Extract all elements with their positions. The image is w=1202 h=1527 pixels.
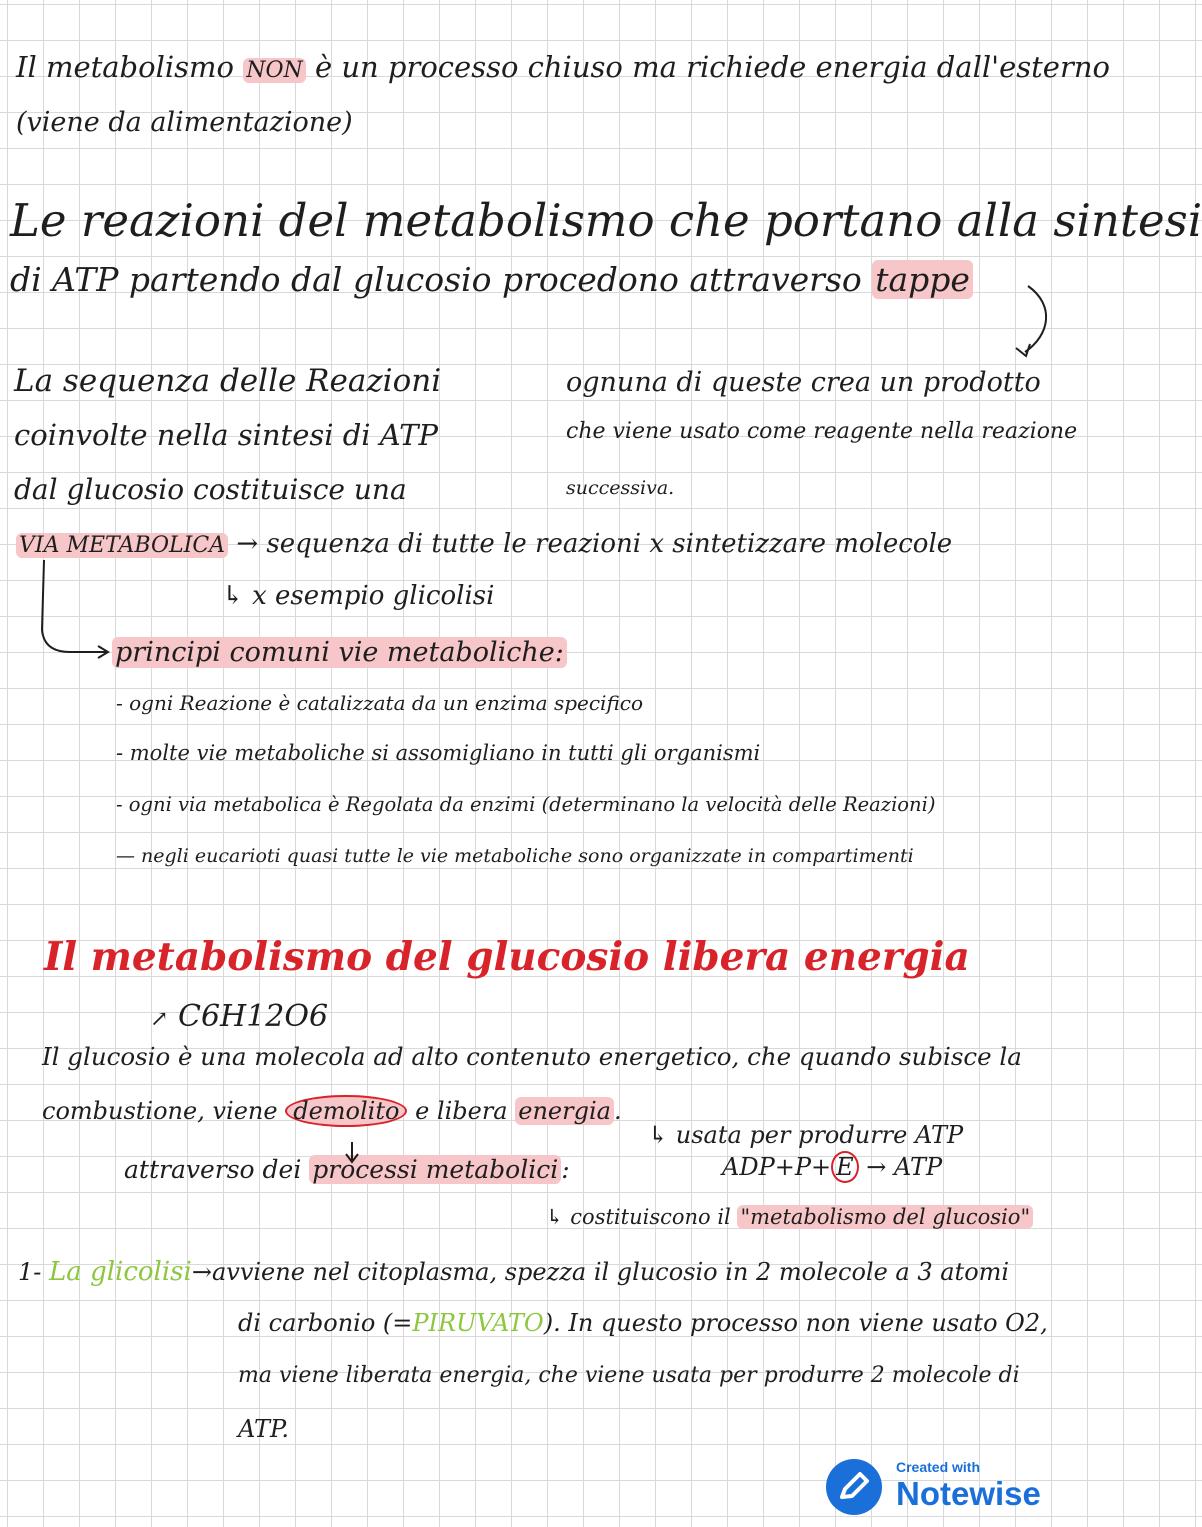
equation-arrow-icon: → xyxy=(866,1153,887,1181)
equation-a: ADP+P+ xyxy=(722,1153,832,1181)
right-block-line-2: che viene usato come reagente nella reazione xyxy=(566,419,1078,444)
notewise-logo xyxy=(826,1459,1066,1519)
glucose-line-1: Il glucosio è una molecola ad alto contenuto energetico, che quando subisce la xyxy=(42,1042,1022,1071)
glycolysis-number: 1- xyxy=(18,1258,42,1286)
via-definition: sequenza di tutte le reazioni x sintetizzare molecole xyxy=(266,529,953,559)
formula-arrow-icon: ↗ xyxy=(150,1007,169,1032)
logo-created-with: Created with xyxy=(896,1459,981,1475)
via-example-text: x esempio glicolisi xyxy=(252,581,495,611)
heading1-line-2-text: di ATP partendo dal glucosio procedono attraverso xyxy=(10,260,862,299)
glycolysis-name: La glicolisi xyxy=(49,1257,192,1287)
colon: : xyxy=(561,1155,570,1184)
tappe-arrow-head xyxy=(1016,344,1030,356)
principle-2: - molte vie metaboliche si assomigliano in tutti gli organismi xyxy=(116,741,761,765)
constitute-arrow-icon: ↳ xyxy=(546,1205,564,1229)
metabolismo-glucosio-highlight: "metabolismo del glucosio" xyxy=(737,1205,1033,1229)
glycolysis-line-4: ATP. xyxy=(238,1415,289,1443)
demolito-circled: demolito xyxy=(285,1095,407,1127)
usage-arrow-icon: ↳ xyxy=(648,1121,669,1149)
energia-highlight: energia xyxy=(515,1097,614,1125)
piruvato: PIRUVATO xyxy=(412,1309,544,1337)
tappe-curved-arrow xyxy=(1025,286,1046,352)
turn-arrow-icon: ↳ xyxy=(222,581,244,611)
intro-line-2: (viene da alimentazione) xyxy=(16,107,353,138)
equation-b: ATP xyxy=(894,1153,943,1181)
heading1-line-1: Le reazioni del metabolismo che portano alla sintesi xyxy=(10,194,1202,247)
principle-1: - ogni Reazione è catalizzata da un enzima specifico xyxy=(116,691,644,715)
principles-title: principi comuni vie metaboliche: xyxy=(112,637,567,668)
energy-circled: E xyxy=(831,1151,859,1183)
principle-4: — negli eucarioti quasi tutte le vie metaboliche sono organizzate in compartimenti xyxy=(116,845,914,867)
arrow-icon: → xyxy=(236,529,259,559)
glycolysis-line-1-text: avviene nel citoplasma, spezza il glucosio in 2 molecole a 3 atomi xyxy=(211,1258,1010,1286)
usage-text: usata per produrre ATP xyxy=(675,1121,964,1149)
tappe-highlight: tappe xyxy=(872,260,973,299)
intro-text-a: Il metabolismo xyxy=(16,50,234,84)
right-block-line-1: ognuna di queste crea un prodotto xyxy=(566,367,1041,398)
section-title: Il metabolismo del glucosio libera energia xyxy=(44,934,970,980)
glucose-line-2-b: e libera xyxy=(415,1097,508,1125)
glycolysis-line-2-a: di carbonio (= xyxy=(238,1309,413,1337)
glycolysis-line-2-b: ). In questo processo non viene usato O2, xyxy=(543,1309,1048,1337)
intro-non-highlight: NON xyxy=(243,58,306,83)
via-bracket-arrow xyxy=(42,560,106,652)
left-block-line-3: dal glucosio costituisce una xyxy=(14,473,407,506)
logo-brand: Notewise xyxy=(896,1475,1041,1512)
principle-3: - ogni via metabolica è Regolata da enzimi (determinano la velocità delle Reazioni) xyxy=(116,793,936,816)
constitute-text: costituiscono il xyxy=(570,1205,731,1229)
glycolysis-arrow-icon: → xyxy=(191,1258,212,1286)
intro-text-b: è un processo chiuso ma richiede energia dall'esterno xyxy=(314,50,1110,84)
glucose-line-3-a: attraverso dei xyxy=(124,1155,302,1184)
left-block-line-1: La sequenza delle Reazioni xyxy=(14,363,442,399)
processi-highlight: processi metabolici xyxy=(309,1155,561,1184)
glycolysis-line-3: ma viene liberata energia, che viene usata per produrre 2 molecole di xyxy=(238,1363,1020,1388)
right-block-line-3: successiva. xyxy=(566,477,675,499)
left-block-line-2: coinvolte nella sintesi di ATP xyxy=(14,418,438,452)
via-metabolica-term: VIA METABOLICA xyxy=(16,533,228,558)
pencil-icon xyxy=(826,1459,882,1515)
glucose-line-2-a: combustione, viene xyxy=(42,1097,278,1125)
formula-text: C6H12O6 xyxy=(177,999,329,1034)
period: . xyxy=(613,1097,622,1125)
